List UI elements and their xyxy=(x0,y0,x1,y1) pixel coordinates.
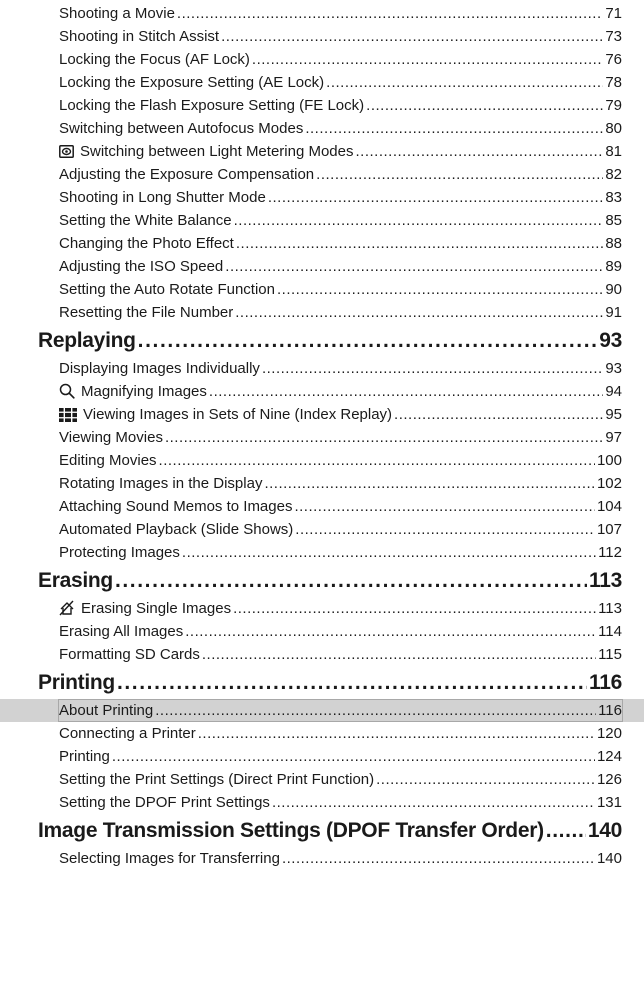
toc-entry-title: About Printing xyxy=(59,702,154,719)
toc-entry[interactable] xyxy=(0,403,644,426)
toc-entry-title: Printing xyxy=(59,748,110,765)
toc-entry-title: Editing Movies xyxy=(59,452,157,469)
toc-entry-title: Resetting the File Number xyxy=(59,304,234,321)
toc-section-title: Erasing xyxy=(38,569,113,592)
toc-entry-page: 102 xyxy=(596,475,622,492)
toc-entry-page: 73 xyxy=(605,28,622,45)
dot-leader xyxy=(112,745,595,768)
toc-entry-page: 104 xyxy=(596,498,622,515)
toc-entry-page: 100 xyxy=(596,452,622,469)
dot-leader xyxy=(262,357,603,380)
toc-entry[interactable] xyxy=(0,255,644,278)
toc-section-page: 116 xyxy=(589,671,622,694)
toc-entry-label: Viewing Images in Sets of Nine (Index Replay) xyxy=(83,406,393,423)
toc-entry[interactable] xyxy=(0,209,644,232)
toc-entry-page: 113 xyxy=(598,600,622,617)
toc-entry[interactable] xyxy=(0,643,644,666)
toc-entry-title: Protecting Images xyxy=(59,544,180,561)
toc-entry-page: 95 xyxy=(605,406,622,423)
toc-entry[interactable] xyxy=(0,768,644,791)
toc-entry-page: 116 xyxy=(598,702,622,719)
dot-leader xyxy=(394,403,603,426)
toc-entry-page: 88 xyxy=(605,235,622,252)
toc-entry[interactable] xyxy=(0,791,644,814)
toc-entry-page: 71 xyxy=(605,5,622,22)
toc-section-title: Replaying xyxy=(38,329,136,352)
toc-entry-page: 131 xyxy=(596,794,622,811)
dot-leader xyxy=(198,722,595,745)
toc-entry[interactable] xyxy=(0,94,644,117)
toc-entry[interactable] xyxy=(0,48,644,71)
toc-entry[interactable] xyxy=(0,380,644,403)
toc-section-heading[interactable] xyxy=(0,324,644,357)
dot-leader xyxy=(326,71,603,94)
toc-entry-label: Erasing Single Images xyxy=(81,600,232,617)
toc-entry-title-with-icon xyxy=(59,140,354,163)
toc-entry-page: 115 xyxy=(598,646,622,663)
toc-entry-title: Locking the Flash Exposure Setting (FE Lock) xyxy=(59,97,365,114)
toc-entry-page: 80 xyxy=(605,120,622,137)
toc-entry-title: Shooting in Stitch Assist xyxy=(59,28,220,45)
toc-section-page: 140 xyxy=(587,819,622,842)
toc-entry-page: 93 xyxy=(605,360,622,377)
toc-entry-title: Formatting SD Cards xyxy=(59,646,200,663)
toc-entry[interactable] xyxy=(0,278,644,301)
dot-leader xyxy=(305,117,603,140)
toc-entry-title-with-icon xyxy=(59,597,231,620)
dot-leader xyxy=(236,232,603,255)
toc-entry[interactable] xyxy=(0,71,644,94)
toc-entry-title-with-icon xyxy=(59,380,207,403)
toc-section-page: 113 xyxy=(589,569,622,592)
toc-entry-title: Setting the Auto Rotate Function xyxy=(59,281,275,298)
toc-entry[interactable] xyxy=(0,186,644,209)
toc-entry[interactable] xyxy=(0,232,644,255)
toc-entry-page: 91 xyxy=(605,304,622,321)
dot-leader xyxy=(185,620,596,643)
metering-icon xyxy=(59,144,74,159)
dot-leader xyxy=(225,255,603,278)
toc-entry-page: 79 xyxy=(605,97,622,114)
dot-leader xyxy=(209,380,603,403)
toc-entry-title: Selecting Images for Transferring xyxy=(59,850,280,867)
toc-section-heading[interactable] xyxy=(0,814,644,847)
toc-entry-title: Attaching Sound Memos to Images xyxy=(59,498,293,515)
toc-entry[interactable] xyxy=(0,117,644,140)
index-grid-icon xyxy=(59,408,77,422)
table-of-contents xyxy=(0,2,644,870)
dot-leader xyxy=(165,426,603,449)
toc-entry[interactable] xyxy=(0,357,644,380)
toc-entry-title: Setting the White Balance xyxy=(59,212,232,229)
toc-entry[interactable] xyxy=(0,518,644,541)
dot-leader xyxy=(268,186,603,209)
toc-section-heading[interactable] xyxy=(0,564,644,597)
dot-leader xyxy=(264,472,595,495)
toc-entry-page: 83 xyxy=(605,189,622,206)
toc-entry-title: Viewing Movies xyxy=(59,429,163,446)
toc-entry-title: Setting the Print Settings (Direct Print Function) xyxy=(59,771,375,788)
dot-leader xyxy=(235,301,603,324)
toc-entry-page: 82 xyxy=(605,166,622,183)
dot-leader xyxy=(294,495,595,518)
toc-entry-title: Switching between Autofocus Modes xyxy=(59,120,304,137)
toc-entry-page: 120 xyxy=(596,725,622,742)
toc-entry[interactable] xyxy=(0,25,644,48)
dot-leader xyxy=(177,2,603,25)
toc-entry[interactable] xyxy=(0,597,644,620)
toc-entry-title: Connecting a Printer xyxy=(59,725,196,742)
toc-entry-page: 90 xyxy=(605,281,622,298)
toc-entry-page: 124 xyxy=(596,748,622,765)
dot-leader xyxy=(234,209,604,232)
toc-entry-page: 114 xyxy=(598,623,622,640)
toc-entry-page: 126 xyxy=(596,771,622,788)
toc-entry-label: Magnifying Images xyxy=(81,383,207,400)
dot-leader xyxy=(277,278,603,301)
toc-entry-page: 112 xyxy=(598,544,622,561)
dot-leader xyxy=(252,48,603,71)
dot-leader xyxy=(316,163,603,186)
toc-entry[interactable] xyxy=(0,2,644,25)
dot-leader xyxy=(295,518,595,541)
toc-entry-title: Locking the Focus (AF Lock) xyxy=(59,51,250,68)
toc-entry[interactable] xyxy=(0,426,644,449)
toc-entry-title: Locking the Exposure Setting (AE Lock) xyxy=(59,74,325,91)
toc-section-heading[interactable] xyxy=(0,666,644,699)
toc-entry[interactable] xyxy=(0,449,644,472)
toc-entry-page: 76 xyxy=(605,51,622,68)
toc-entry-title-with-icon xyxy=(59,403,392,426)
dot-leader xyxy=(282,847,595,870)
dot-leader xyxy=(115,564,587,597)
toc-entry-title: Adjusting the Exposure Compensation xyxy=(59,166,315,183)
toc-entry-page: 107 xyxy=(596,521,622,538)
dot-leader xyxy=(221,25,603,48)
toc-entry[interactable] xyxy=(0,163,644,186)
toc-entry[interactable] xyxy=(0,745,644,768)
dot-leader xyxy=(117,666,587,699)
dot-leader xyxy=(202,643,596,666)
toc-entry[interactable] xyxy=(0,495,644,518)
toc-entry-title: Shooting a Movie xyxy=(59,5,175,22)
toc-entry-title: Erasing All Images xyxy=(59,623,184,640)
toc-entry-highlighted[interactable] xyxy=(0,699,644,722)
dot-leader xyxy=(376,768,595,791)
toc-entry-title: Adjusting the ISO Speed xyxy=(59,258,224,275)
toc-entry-title: Displaying Images Individually xyxy=(59,360,260,377)
toc-entry[interactable] xyxy=(0,541,644,564)
magnify-icon xyxy=(59,383,75,399)
toc-entry[interactable] xyxy=(0,620,644,643)
toc-entry-title: Setting the DPOF Print Settings xyxy=(59,794,270,811)
toc-entry[interactable] xyxy=(0,847,644,870)
dot-leader xyxy=(546,814,586,847)
dot-leader xyxy=(272,791,595,814)
toc-entry-title: Automated Playback (Slide Shows) xyxy=(59,521,294,538)
dot-leader xyxy=(138,324,598,357)
erase-icon xyxy=(59,600,75,616)
toc-entry-page: 94 xyxy=(605,383,622,400)
toc-entry-label: Switching between Light Metering Modes xyxy=(80,143,354,160)
dot-leader xyxy=(182,541,596,564)
dot-leader xyxy=(155,699,596,722)
toc-entry-page: 97 xyxy=(605,429,622,446)
toc-section-title: Printing xyxy=(38,671,115,694)
toc-entry-title: Shooting in Long Shutter Mode xyxy=(59,189,266,206)
toc-entry[interactable] xyxy=(0,301,644,324)
dot-leader xyxy=(159,449,595,472)
toc-entry-title: Rotating Images in the Display xyxy=(59,475,263,492)
toc-entry-page: 85 xyxy=(605,212,622,229)
toc-entry-page: 81 xyxy=(605,143,622,160)
toc-section-title: Image Transmission Settings (DPOF Transfer Order) xyxy=(38,819,544,842)
dot-leader xyxy=(366,94,603,117)
toc-entry-page: 78 xyxy=(605,74,622,91)
toc-entry[interactable] xyxy=(0,140,644,163)
dot-leader xyxy=(233,597,596,620)
dot-leader xyxy=(356,140,604,163)
toc-entry-title: Changing the Photo Effect xyxy=(59,235,234,252)
toc-entry[interactable] xyxy=(0,722,644,745)
toc-entry-page: 89 xyxy=(605,258,622,275)
toc-entry-page: 140 xyxy=(596,850,622,867)
toc-section-page: 93 xyxy=(599,329,622,352)
toc-entry[interactable] xyxy=(0,472,644,495)
